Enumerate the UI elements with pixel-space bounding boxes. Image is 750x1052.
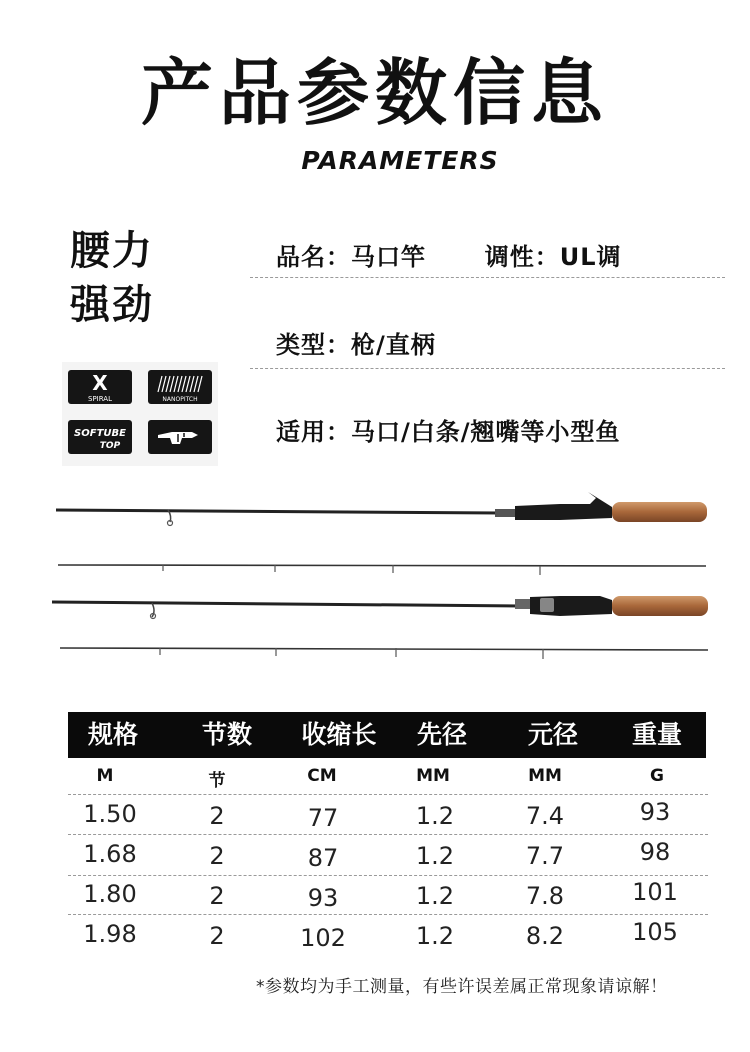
- page-subtitle: PARAMETERS: [301, 146, 499, 175]
- cell-weight: 101: [632, 878, 678, 906]
- type-value: 枪/直柄: [351, 331, 436, 359]
- col-header-sections: 节数: [201, 720, 252, 749]
- slogan-line-1: 腰力: [70, 228, 154, 274]
- nanopitch-icon: [148, 370, 212, 404]
- unit-weight: G: [650, 766, 664, 786]
- cell-closed-length: 102: [300, 924, 346, 952]
- col-header-butt-diameter: 元径: [527, 720, 578, 749]
- unit-tip-diameter: MM: [416, 766, 450, 786]
- type-label: 类型：: [276, 331, 351, 359]
- page-title: 产品参数信息: [140, 51, 609, 135]
- rod-illustration: [0, 480, 750, 670]
- table-divider: [68, 834, 708, 835]
- spinning-rod-tip: [60, 648, 708, 659]
- x-spiral-logo: [68, 370, 132, 404]
- col-header-weight: 重量: [631, 720, 682, 749]
- slogan: [70, 224, 154, 332]
- nanopitch-logo: [148, 370, 212, 404]
- cell-weight: 105: [632, 918, 678, 946]
- spec-table-header: [68, 712, 706, 758]
- hand-grip-logo: [148, 420, 212, 454]
- cell-spec: 1.68: [83, 840, 137, 868]
- table-divider: [68, 914, 708, 915]
- x-spiral-mark: X: [92, 371, 108, 395]
- cell-butt-diameter: 8.2: [525, 922, 565, 950]
- cell-spec: 1.80: [83, 880, 137, 908]
- cell-sections: 2: [209, 802, 225, 830]
- name-value: 马口竿: [351, 243, 426, 271]
- cell-closed-length: 87: [307, 844, 339, 872]
- cell-butt-diameter: 7.8: [525, 882, 565, 910]
- cell-spec: 1.50: [83, 800, 137, 828]
- spec-row-name-action: [276, 237, 622, 272]
- casting-rod-butt: [56, 492, 707, 526]
- top-label: TOP: [99, 441, 121, 451]
- unit-butt-diameter: MM: [528, 766, 562, 786]
- action-label: 调性：: [484, 243, 560, 271]
- softube-label: SOFTUBE: [74, 428, 126, 439]
- cell-closed-length: 93: [307, 884, 339, 912]
- cell-tip-diameter: 1.2: [415, 802, 455, 830]
- slogan-line-2: 强劲: [70, 282, 154, 328]
- cell-tip-diameter: 1.2: [415, 922, 455, 950]
- cell-sections: 2: [209, 882, 225, 910]
- table-divider: [68, 875, 708, 876]
- use-label: 适用：: [276, 418, 351, 446]
- divider: [250, 277, 725, 278]
- table-divider: [68, 794, 708, 795]
- spinning-rod-butt: [52, 596, 708, 619]
- use-value: 马口/白条/翘嘴等小型鱼: [351, 418, 621, 446]
- col-header-tip-diameter: 先径: [416, 720, 467, 749]
- measurement-note: *参数均为手工测量，有些许误差属正常现象请谅解！: [256, 977, 668, 997]
- name-label: 品名：: [276, 243, 351, 271]
- unit-spec: M: [96, 766, 114, 786]
- spec-row-use: [276, 412, 621, 447]
- col-header-spec: 规格: [87, 720, 138, 749]
- unit-sections: 节: [208, 771, 226, 791]
- cell-spec: 1.98: [83, 920, 137, 948]
- x-spiral-icon: [68, 370, 132, 404]
- spec-row-type: [276, 325, 436, 360]
- col-header-closed-length: 收缩长: [301, 720, 377, 749]
- hand-grip-icon: [148, 420, 212, 454]
- cell-tip-diameter: 1.2: [415, 842, 455, 870]
- cell-weight: 98: [639, 838, 671, 866]
- casting-rod-tip: [58, 565, 706, 575]
- action-value: UL调: [559, 243, 622, 271]
- cell-sections: 2: [209, 842, 225, 870]
- cell-butt-diameter: 7.4: [525, 802, 565, 830]
- feature-logos: [62, 362, 218, 466]
- cell-weight: 93: [639, 798, 671, 826]
- cell-butt-diameter: 7.7: [525, 842, 565, 870]
- cell-tip-diameter: 1.2: [415, 882, 455, 910]
- divider: [250, 368, 725, 369]
- softube-top-logo: [68, 420, 132, 454]
- x-spiral-label: SPIRAL: [88, 395, 112, 403]
- unit-closed-length: CM: [307, 766, 337, 786]
- cell-sections: 2: [209, 922, 225, 950]
- nanopitch-label: NANOPITCH: [162, 396, 198, 403]
- softube-icon: [68, 420, 132, 454]
- cell-closed-length: 77: [307, 804, 339, 832]
